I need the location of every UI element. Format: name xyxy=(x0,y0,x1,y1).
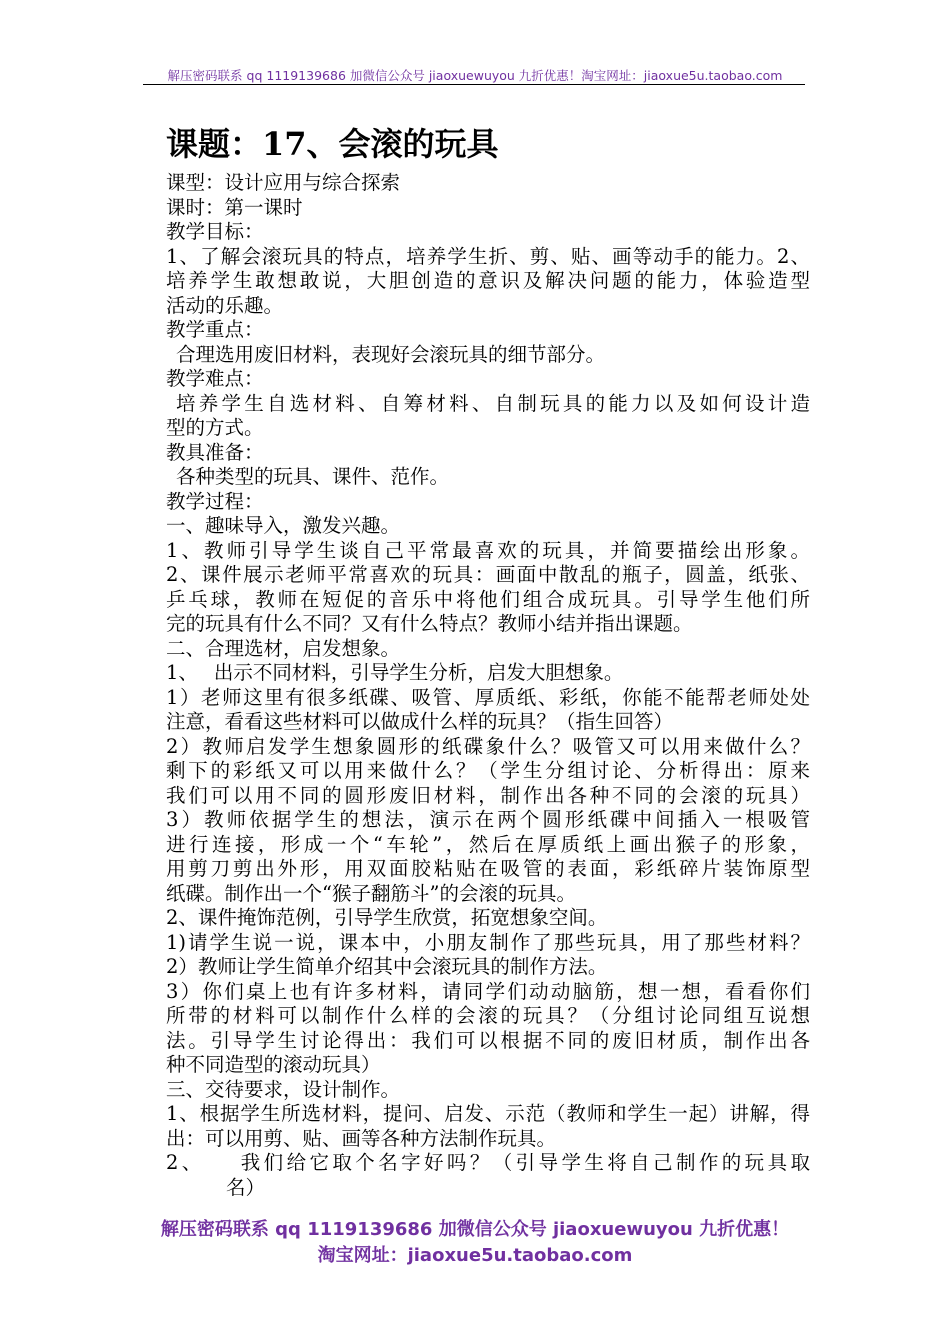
body-line: 培养学生敢想敢说，大胆创造的意识及解决问题的能力，体验造型 xyxy=(166,269,810,292)
body-line: 合理选用废旧材料，表现好会滚玩具的细节部分。 xyxy=(176,342,606,366)
body-line: 2、 我们给它取个名字好吗？（引导学生将自己制作的玩具取 xyxy=(166,1151,810,1174)
body-line: 法。引导学生讨论得出：我们可以根据不同的废旧材质，制作出各 xyxy=(166,1028,810,1052)
section-heading: 教学目标： xyxy=(166,220,264,243)
body-line: 剩下的彩纸又可以用来做什么？（学生分组讨论、分析得出：原来 xyxy=(166,759,810,782)
body-line: 二、合理选材，启发想象。 xyxy=(166,636,401,660)
body-line: 课时：第一课时 xyxy=(166,195,303,219)
lesson-body xyxy=(166,171,810,1200)
body-line: 1、根据学生所选材料，提问、启发、示范（教师和学生一起）讲解，得 xyxy=(166,1102,810,1125)
body-line: 课型：设计应用与综合探索 xyxy=(166,171,401,194)
body-line: 2）教师启发学生想象圆形的纸碟象什么？吸管又可以用来做什么？ xyxy=(166,734,810,758)
section-heading: 教具准备： xyxy=(166,440,264,464)
header-divider xyxy=(143,84,805,85)
footer-line-contact: 解压密码联系 qq 1119139686 加微信公众号 jiaoxuewuyou 九折优惠！ xyxy=(160,1219,790,1240)
body-line: 出：可以用剪、贴、画等各种方法制作玩具。 xyxy=(166,1126,557,1150)
body-line: 2）教师让学生简单介绍其中会滚玩具的制作方法。 xyxy=(166,955,608,978)
body-line: 所带的材料可以制作什么样的会滚的玩具？（分组讨论同组互说想 xyxy=(166,1004,810,1027)
body-line: 1)请学生说一说，课本中，小朋友制作了那些玩具，用了那些材料？ xyxy=(166,930,810,954)
body-line: 乒乓球，教师在短促的音乐中将他们组合成玩具。引导学生他们所 xyxy=(166,587,810,611)
footer-banner xyxy=(0,1217,950,1269)
body-line: 种不同造型的滚动玩具） xyxy=(166,1053,381,1076)
section-heading: 教学难点： xyxy=(166,367,264,390)
body-line: 名） xyxy=(226,1175,266,1199)
body-line: 三、交待要求，设计制作。 xyxy=(166,1077,401,1101)
lesson-title: 课题：17、会滚的玩具 xyxy=(166,125,499,163)
footer-line-shop: 淘宝网址：jiaoxue5u.taobao.com xyxy=(317,1245,633,1266)
header-banner: 解压密码联系 qq 1119139686 加微信公众号 jiaoxuewuyou 九折优惠！淘宝网址：jiaoxue5u.taobao.com xyxy=(167,68,783,83)
body-line: 3）你们桌上也有许多材料，请同学们动动脑筋，想一想，看看你们 xyxy=(166,979,810,1003)
body-line: 完的玩具有什么不同？又有什么特点？教师小结并指出课题。 xyxy=(166,612,693,635)
body-line: 1）老师这里有很多纸碟、吸管、厚质纸、彩纸，你能不能帮老师处处 xyxy=(166,685,810,709)
section-heading: 教学过程： xyxy=(166,489,264,513)
body-line: 纸碟。制作出一个“猴子翻筋斗”的会滚的玩具。 xyxy=(166,881,576,905)
section-heading: 教学重点： xyxy=(166,318,264,341)
body-line: 培养学生自选材料、自筹材料、自制玩具的能力以及如何设计造 xyxy=(176,391,810,415)
body-line: 注意，看看这些材料可以做成什么样的玩具？（指生回答） xyxy=(166,710,674,733)
body-line: 1、教师引导学生谈自己平常最喜欢的玩具，并简要描绘出形象。 xyxy=(166,538,810,562)
body-line: 1、了解会滚玩具的特点，培养学生折、剪、贴、画等动手的能力。2、 xyxy=(166,244,810,268)
body-line: 2、课件掩饰范例，引导学生欣赏，拓宽想象空间。 xyxy=(166,906,608,929)
body-line: 用剪刀剪出外形，用双面胶粘贴在吸管的表面，彩纸碎片装饰原型 xyxy=(166,857,810,880)
body-line: 进行连接，形成一个“车轮”，然后在厚质纸上画出猴子的形象， xyxy=(166,832,810,856)
body-line: 我们可以用不同的圆形废旧材料，制作出各种不同的会滚的玩具） xyxy=(166,783,810,807)
body-line: 3）教师依据学生的想法，演示在两个圆形纸碟中间插入一根吸管 xyxy=(166,808,810,831)
body-line: 1、 出示不同材料，引导学生分析，启发大胆想象。 xyxy=(166,661,624,684)
body-line: 2、课件展示老师平常喜欢的玩具：画面中散乱的瓶子，圆盖，纸张、 xyxy=(166,563,810,586)
body-line: 一、趣味导入，激发兴趣。 xyxy=(166,514,401,537)
body-line: 活动的乐趣。 xyxy=(166,293,284,317)
body-line: 各种类型的玩具、课件、范作。 xyxy=(176,465,450,488)
body-line: 型的方式。 xyxy=(166,416,264,439)
